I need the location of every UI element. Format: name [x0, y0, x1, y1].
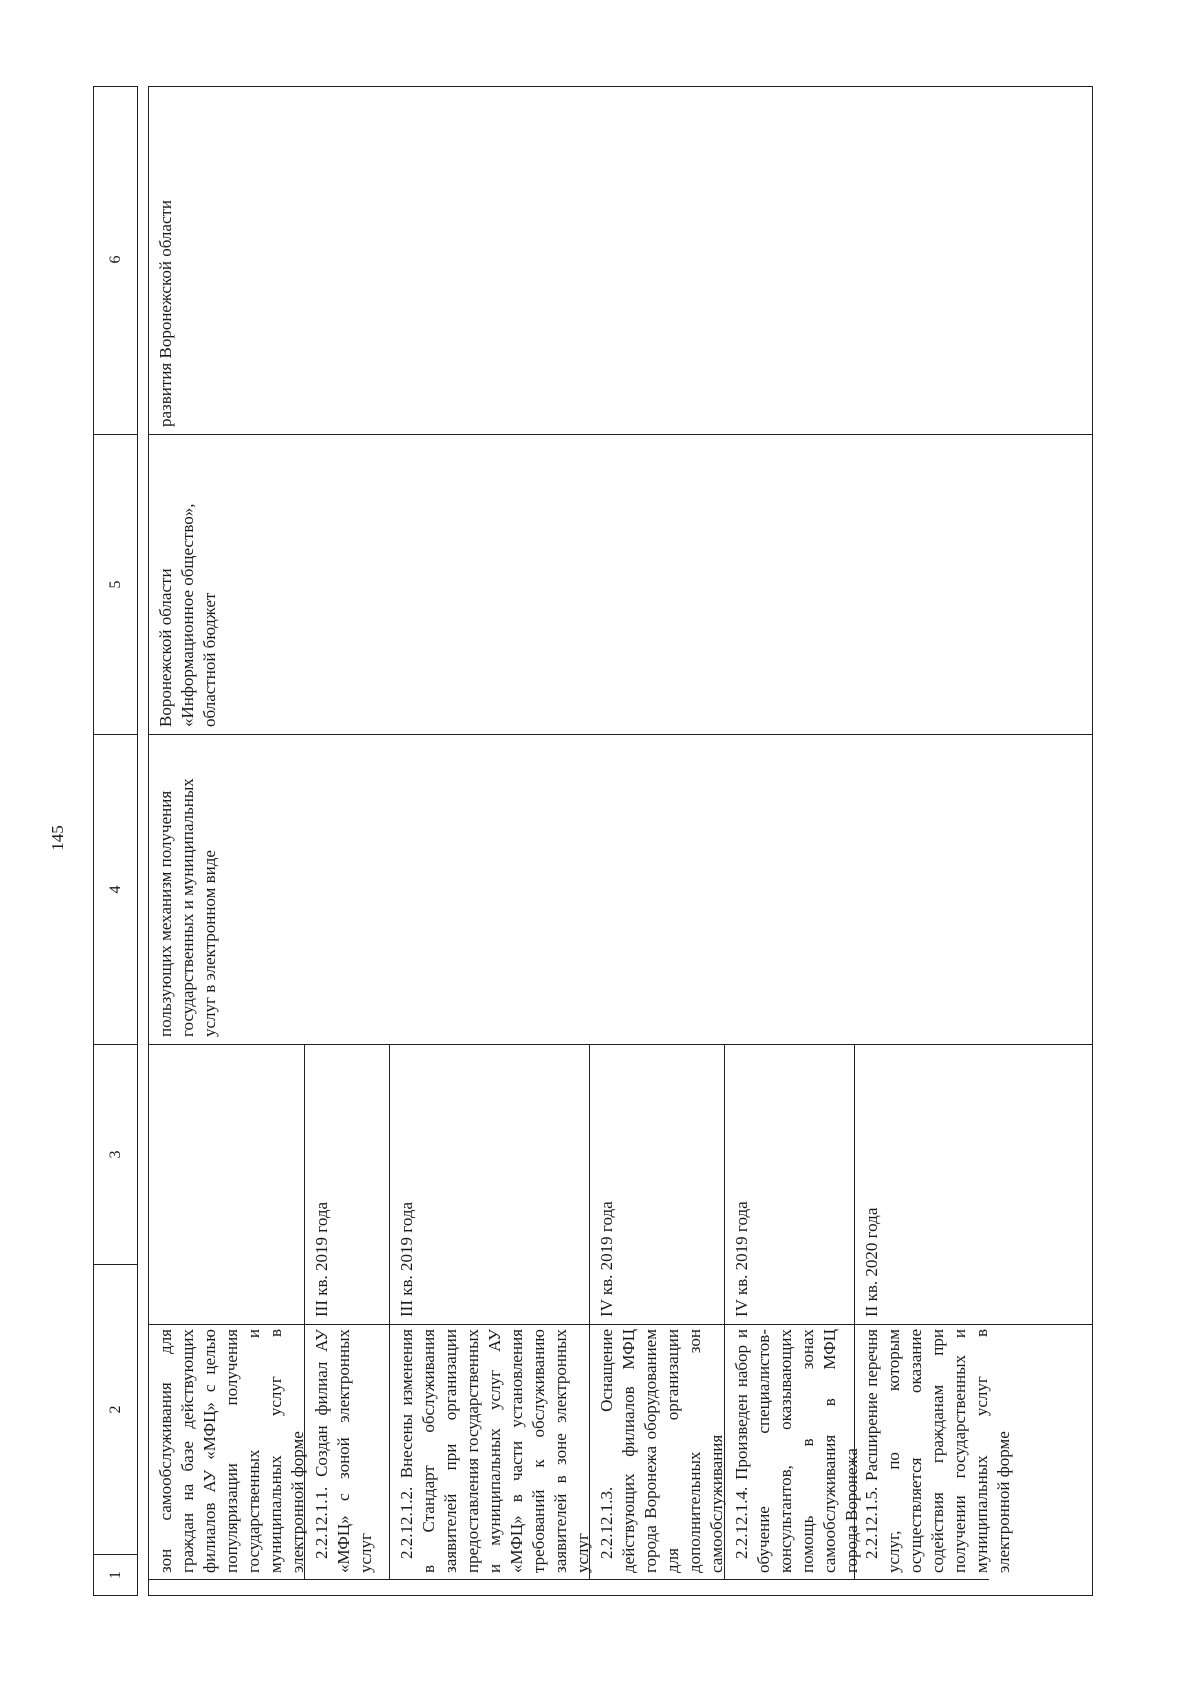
row-5-deadline: II кв. 2020 года — [862, 1207, 881, 1317]
header-cell-1: 1 — [106, 1571, 124, 1579]
header-cell-4: 4 — [94, 735, 137, 1045]
table-header-row — [93, 86, 138, 1596]
row-2-deadline: III кв. 2019 года — [397, 1201, 416, 1317]
table-body — [148, 86, 1093, 1596]
col6-executor-text: развития Воронежской области — [156, 199, 175, 427]
row-1-deadline: III кв. 2019 года — [312, 1201, 331, 1317]
row-4-deadline: IV кв. 2019 года — [732, 1201, 751, 1317]
header-cell-2: 2 — [94, 1265, 137, 1555]
header-cell-6: 6 — [94, 85, 137, 435]
col4-result-text: пользующих механизм получения государственных и муниципальных услуг в электронном виде — [156, 778, 219, 1037]
header-cell-5: 5 — [94, 435, 137, 735]
page-number: 145 — [48, 825, 67, 851]
row-1-description: 2.2.12.1.1. Создан филиал АУ «МФЦ» с зоной электронных услуг — [312, 1329, 375, 1573]
rotated-table — [93, 86, 1093, 1596]
row-5-description: 2.2.12.1.5. Расширение перечня услуг, по которым осуществляется оказание содействия гражданам при получении государственных и муниципальных услуг в электронной форме — [862, 1329, 1013, 1573]
header-cell-3: 3 — [94, 1045, 137, 1265]
row-0-description: зон самообслуживания для граждан на базе действующих филиалов АУ «МФЦ» с целью популяризации получения государственных и муниципальных услуг в электронной форме — [156, 1329, 307, 1573]
row-3-description: 2.2.12.1.3. Оснащение действующих филиалов МФЦ города Воронежа оборудованием для организации дополнительных зон самообслуживания — [597, 1329, 726, 1573]
col5-source-text: Воронежской области «Информационное общество», областной бюджет — [156, 503, 219, 727]
row-3-deadline: IV кв. 2019 года — [597, 1201, 616, 1317]
row-4-description: 2.2.12.1.4. Произведен набор и обучение специалистов-консультантов, оказывающих помощь в зонах самообслуживания в МФЦ города Воронежа — [732, 1329, 861, 1573]
row-2-description: 2.2.12.1.2. Внесены изменения в Стандарт обслуживания заявителей при организации предоставления государственных и муниципальных услуг АУ «МФЦ» в части установления требований к обслуживанию заявителей в зоне электронных услуг — [397, 1329, 592, 1573]
